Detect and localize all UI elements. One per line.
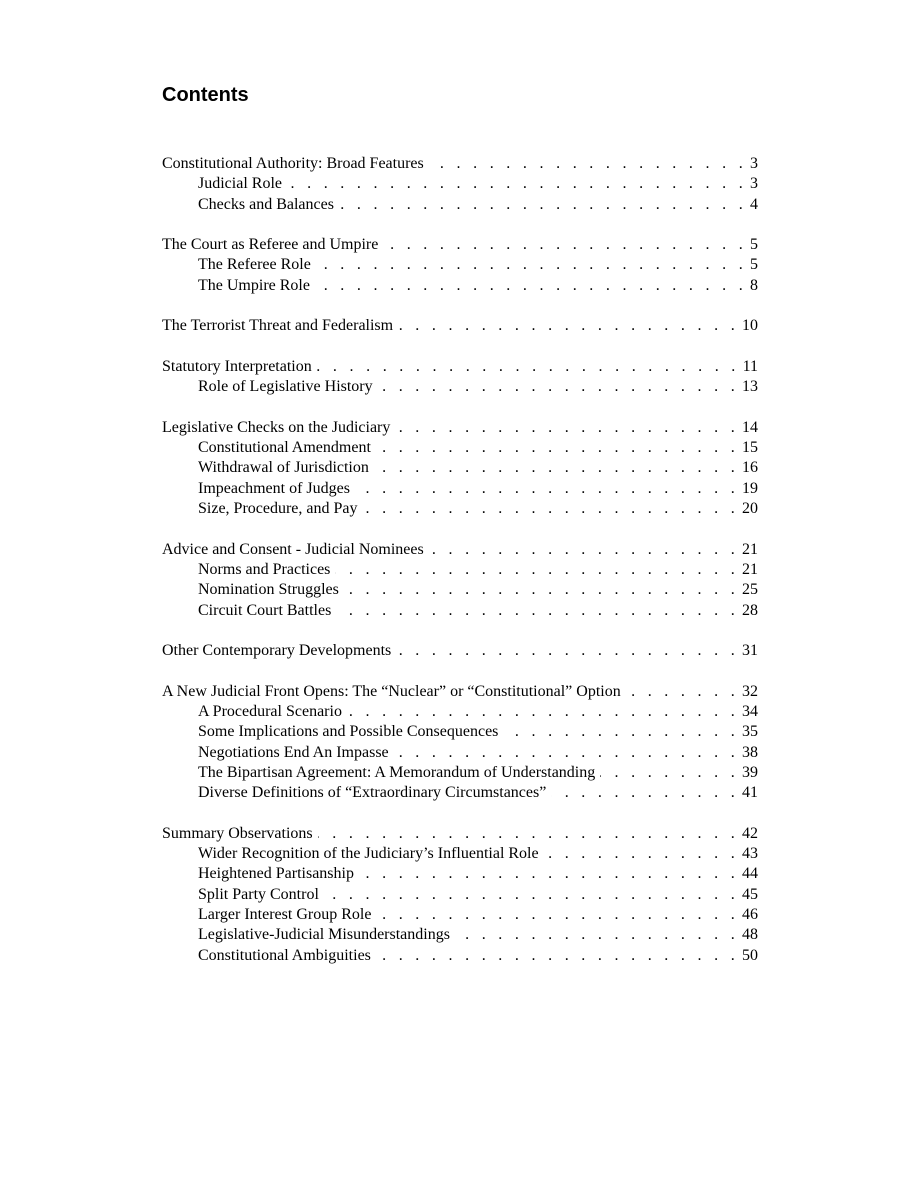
toc-page-number: 5 [750, 236, 758, 254]
dot-leader [344, 580, 739, 600]
dot-leader [336, 601, 739, 621]
toc-page-number: 38 [742, 743, 758, 761]
toc-entry-title: A New Judicial Front Opens: The “Nuclear” or “Constitutional” Option [162, 682, 621, 700]
toc-page-number: 21 [742, 540, 758, 558]
dot-leader [374, 458, 739, 478]
dot-leader [398, 316, 739, 336]
dot-leader [429, 540, 739, 560]
toc-entry-title: Statutory Interpretation [162, 357, 312, 375]
toc-page-number: 13 [742, 378, 758, 396]
dot-leader [316, 255, 747, 275]
dot-leader [376, 946, 739, 966]
toc-subentry[interactable] [162, 844, 758, 864]
toc-subentry[interactable] [162, 255, 758, 275]
dot-leader [396, 641, 739, 661]
toc-subentry[interactable] [162, 580, 758, 600]
toc-section [162, 357, 758, 398]
toc-entry-title: Heightened Partisanship [198, 865, 354, 883]
toc-page-number: 31 [742, 642, 758, 660]
toc-page-number: 11 [742, 357, 758, 375]
dot-leader [378, 377, 739, 397]
toc-entry[interactable] [162, 357, 758, 377]
toc-page-number: 48 [742, 926, 758, 944]
table-of-contents [162, 154, 758, 966]
toc-entry-title: Nomination Struggles [198, 581, 339, 599]
toc-page-number: 46 [742, 905, 758, 923]
toc-entry[interactable] [162, 540, 758, 560]
toc-entry-title: Constitutional Amendment [198, 439, 371, 457]
toc-subentry[interactable] [162, 702, 758, 722]
toc-page-number: 45 [742, 885, 758, 903]
toc-page-number: 8 [750, 276, 758, 294]
toc-subentry[interactable] [162, 946, 758, 966]
toc-entry[interactable] [162, 824, 758, 844]
toc-entry-title: Split Party Control [198, 885, 319, 903]
toc-entry-title: A Procedural Scenario [198, 703, 342, 721]
dot-leader [429, 154, 747, 174]
dot-leader [600, 763, 739, 783]
toc-section [162, 154, 758, 215]
toc-entry-title: The Umpire Role [198, 276, 310, 294]
toc-entry-title: Withdrawal of Jurisdiction [198, 459, 369, 477]
toc-section [162, 682, 758, 804]
toc-entry-title: Constitutional Authority: Broad Features [162, 155, 424, 172]
toc-page-number: 39 [742, 763, 758, 781]
toc-subentry[interactable] [162, 276, 758, 296]
toc-subentry[interactable] [162, 722, 758, 742]
toc-entry-title: Legislative-Judicial Misunderstandings [198, 926, 450, 944]
toc-page-number: 34 [742, 703, 758, 721]
dot-leader [347, 702, 739, 722]
dot-leader [626, 682, 739, 702]
toc-page-number: 3 [750, 155, 758, 172]
toc-subentry[interactable] [162, 925, 758, 945]
toc-section [162, 418, 758, 519]
toc-entry-title: The Court as Referee and Umpire [162, 236, 379, 254]
dot-leader [383, 235, 747, 255]
page-title: Contents [162, 84, 249, 106]
dot-leader [376, 438, 739, 458]
toc-subentry[interactable] [162, 195, 758, 215]
dot-leader [324, 885, 739, 905]
dot-leader [394, 743, 739, 763]
toc-page-number: 28 [742, 601, 758, 619]
toc-page-number: 15 [742, 439, 758, 457]
contents-page [162, 78, 758, 986]
toc-subentry[interactable] [162, 905, 758, 925]
toc-entry-title: Role of Legislative History [198, 378, 373, 396]
toc-subentry[interactable] [162, 479, 758, 499]
toc-page-number: 4 [750, 195, 758, 213]
toc-entry-title: Norms and Practices [198, 560, 331, 578]
toc-page-number: 19 [742, 479, 758, 497]
toc-entry-title: The Bipartisan Agreement: A Memorandum of Understanding [198, 763, 596, 781]
dot-leader [287, 174, 747, 194]
toc-subentry[interactable] [162, 885, 758, 905]
toc-section [162, 540, 758, 621]
toc-section [162, 641, 758, 661]
toc-entry[interactable] [162, 316, 758, 336]
toc-subentry[interactable] [162, 458, 758, 478]
toc-section [162, 235, 758, 296]
toc-page-number: 32 [742, 682, 758, 700]
toc-page-number: 35 [742, 723, 758, 741]
toc-page-number: 14 [742, 418, 758, 436]
toc-entry-title: Size, Procedure, and Pay [198, 500, 358, 518]
toc-section [162, 824, 758, 966]
dot-leader [544, 844, 739, 864]
toc-page-number: 50 [742, 946, 758, 964]
toc-entry-title: Checks and Balances [198, 195, 334, 213]
toc-entry-title: Summary Observations [162, 824, 313, 842]
toc-subentry[interactable] [162, 438, 758, 458]
dot-leader [395, 418, 739, 438]
toc-page-number: 10 [742, 317, 758, 335]
toc-entry-title: Legislative Checks on the Judiciary [162, 418, 391, 436]
dot-leader [363, 499, 739, 519]
toc-entry-title: Judicial Role [198, 175, 282, 193]
toc-entry-title: The Referee Role [198, 256, 311, 274]
dot-leader [335, 560, 739, 580]
toc-entry[interactable] [162, 154, 758, 174]
toc-subentry[interactable] [162, 499, 758, 519]
toc-entry-title: Larger Interest Group Role [198, 905, 372, 923]
toc-page-number: 5 [750, 256, 758, 274]
dot-leader [355, 479, 739, 499]
dot-leader [551, 783, 739, 803]
toc-entry[interactable] [162, 418, 758, 438]
toc-page-number: 20 [742, 500, 758, 518]
dot-leader [503, 722, 739, 742]
toc-page-number: 16 [742, 459, 758, 477]
toc-subentry[interactable] [162, 377, 758, 397]
dot-leader [376, 905, 739, 925]
toc-entry-title: Negotiations End An Impasse [198, 743, 389, 761]
toc-entry-title: Impeachment of Judges [198, 479, 350, 497]
toc-page-number: 21 [742, 560, 758, 578]
toc-entry[interactable] [162, 682, 758, 702]
dot-leader [315, 276, 747, 296]
toc-entry-title: The Terrorist Threat and Federalism [162, 317, 394, 335]
toc-subentry[interactable] [162, 864, 758, 884]
toc-entry-title: Some Implications and Possible Consequences [198, 723, 499, 741]
dot-leader [339, 195, 747, 215]
toc-subentry[interactable] [162, 560, 758, 580]
dot-leader [359, 864, 739, 884]
toc-subentry[interactable] [162, 763, 758, 783]
dot-leader [318, 824, 739, 844]
toc-page-number: 43 [742, 845, 758, 863]
toc-subentry[interactable] [162, 743, 758, 763]
toc-section [162, 316, 758, 336]
toc-subentry[interactable] [162, 601, 758, 621]
toc-entry-title: Wider Recognition of the Judiciary’s Influential Role [198, 845, 539, 863]
toc-page-number: 3 [750, 175, 758, 193]
toc-entry-title: Constitutional Ambiguities [198, 946, 371, 964]
toc-page-number: 42 [742, 824, 758, 842]
toc-entry[interactable] [162, 235, 758, 255]
dot-leader [317, 357, 740, 377]
toc-entry-title: Diverse Definitions of “Extraordinary Circumstances” [198, 784, 547, 802]
toc-subentry[interactable] [162, 783, 758, 803]
toc-entry-title: Advice and Consent - Judicial Nominees [162, 540, 424, 558]
toc-page-number: 44 [742, 865, 758, 883]
toc-page-number: 25 [742, 581, 758, 599]
toc-entry-title: Other Contemporary Developments [162, 642, 392, 660]
toc-entry-title: Circuit Court Battles [198, 601, 332, 619]
toc-page-number: 41 [742, 784, 758, 802]
toc-subentry[interactable] [162, 174, 758, 194]
dot-leader [455, 925, 739, 945]
toc-entry[interactable] [162, 641, 758, 661]
